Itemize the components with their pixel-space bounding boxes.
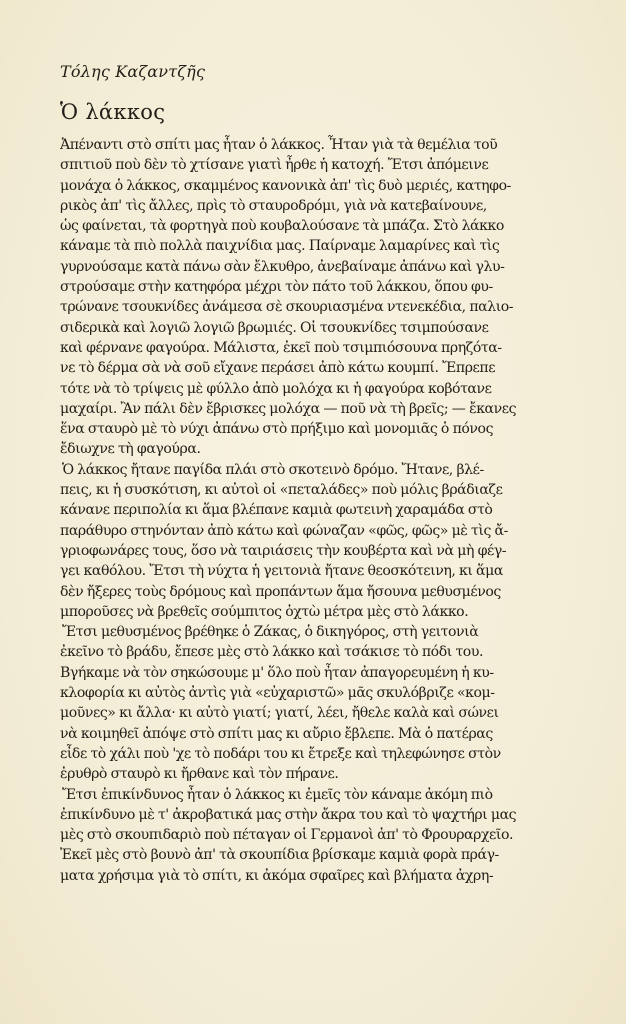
- text-line: Ὁ λάκκος ἤτανε παγίδα πλάι στὸ σκοτεινὸ δρόμο. Ἤτανε, βλέ-: [62, 461, 484, 478]
- text-line: ἔδιωχνε τὴ φαγούρα.: [60, 441, 201, 458]
- text-line: ὡς φαίνεται, τὰ φορτηγὰ ποὺ κουβαλούσανε τὰ μπάζα. Στὸ λάκκο: [60, 218, 504, 235]
- text-line: ἕνα σταυρὸ μὲ τὸ νύχι ἀπάνω στὸ πρήξιμο καὶ μονομιᾶς ὁ πόνος: [60, 421, 494, 438]
- text-line: κάνανε περιπολία κι ἅμα βλέπανε καμιὰ φωτεινὴ χαραμάδα στὸ: [60, 502, 493, 519]
- text-line: γυρνούσαμε κατὰ πάνω σὰν ἔλκυθρο, ἀνεβαίναμε ἀπάνω καὶ γλυ-: [60, 258, 505, 275]
- text-line: δὲν ἤξερες τοὺς δρόμους καὶ προπάντων ἅμα ἤσουνα μεθυσμένος: [60, 583, 501, 600]
- text-line: στρούσαμε στὴν κατηφόρα μέχρι τὸν πάτο τοῦ λάκκου, ὅπου φυ-: [60, 279, 493, 296]
- text-line: νὰ κοιμηθεῖ ἀπόψε στὸ σπίτι μας κι αὔριο ἔβλεπε. Μὰ ὁ πατέρας: [60, 725, 493, 742]
- text-line: σπιτιοῦ ποὺ δὲν τὸ χτίσανε γιατὶ ἦρθε ἡ κατοχή. Ἔτσι ἀπόμεινε: [60, 157, 489, 174]
- text-line: μαχαίρι. Ἂν πάλι δὲν ἔβρισκες μολόχα — ποῦ νὰ τὴ βρεῖς; — ἔκανες: [60, 400, 517, 417]
- text-line: μονάχα ὁ λάκκος, σκαμμένος κανονικὰ ἀπ' τὶς δυὸ μεριές, κατηφο-: [60, 177, 511, 194]
- text-line: ἐπικίνδυνο μὲ τ' ἀκροβατικά μας στὴν ἄκρα του καὶ τὸ ψαχτήρι μας: [60, 806, 517, 823]
- text-line: γει καθόλου. Ἔτσι τὴ νύχτα ἡ γειτονιὰ ἤτανε θεοσκότεινη, κι ἅμα: [60, 563, 503, 580]
- text-line: ματα χρήσιμα γιὰ τὸ σπίτι, κι ἀκόμα σφαῖρες καὶ βλήματα ἀχρη-: [60, 867, 494, 884]
- story-title: Ὁ λάκκος: [60, 100, 166, 124]
- text-line: εἶδε τὸ χάλι ποὺ 'χε τὸ ποδάρι του κι ἔτρεξε καὶ τηλεφώνησε στὸν: [60, 745, 501, 762]
- text-line: τότε νὰ τὸ τρίψεις μὲ φύλλο ἀπὸ μολόχα κι ἡ φαγούρα κοβότανε: [60, 380, 492, 397]
- text-line: μὲς στὸ σκουπιδαριὸ ποὺ πέταγαν οἱ Γερμανοὶ ἀπ' τὸ Φρουραρχεῖο.: [60, 827, 514, 844]
- text-line: ἐρυθρὸ σταυρὸ κι ἤρθανε καὶ τὸν πήρανε.: [60, 766, 339, 783]
- text-line: νε τὸ δέρμα σὰ νὰ σοῦ εἴχανε περάσει ἀπὸ κάτω κουμπί. Ἔπρεπε: [60, 360, 496, 377]
- text-line: Ἔτσι ἐπικίνδυνος ἦταν ὁ λάκκος κι ἐμεῖς τὸν κάναμε ἀκόμη πιὸ: [62, 786, 493, 803]
- text-line: μοῦνες» κι ἄλλα· κι αὐτὸ γιατί; γιατί, λέει, ἤθελε καλὰ καὶ σώνει: [60, 705, 499, 722]
- text-line: κλοφορία κι αὐτὸς ἀντὶς γιὰ «εὐχαριστῶ» μᾶς σκυλόβριζε «κομ-: [60, 685, 495, 702]
- text-line: Ἐκεῖ μὲς στὸ βουνὸ ἀπ' τὰ σκουπίδια βρίσκαμε καμιὰ φορὰ πράγ-: [60, 847, 499, 864]
- text-line: μποροῦσες νὰ βρεθεῖς σούμπιτος ὀχτὼ μέτρα μὲς στὸ λάκκο.: [60, 603, 469, 620]
- text-line: ρικὸς ἀπ' τὶς ἄλλες, πρὶς τὸ σταυροδρόμι, γιὰ νὰ κατεβαίνουνε,: [60, 197, 487, 214]
- text-line: κάναμε τὰ πιὸ πολλὰ παιχνίδια μας. Παίρναμε λαμαρίνες καὶ τὶς: [60, 238, 500, 255]
- story-body: [60, 135, 620, 886]
- text-line: σιδερικὰ καὶ λογιῶ λογιῶ βρωμιές. Οἱ τσουκνίδες τσιμπούσανε: [60, 319, 489, 336]
- text-line: ἐκεῖνο τὸ βράδυ, ἔπεσε μὲς στὸ λάκκο καὶ τσάκισε τὸ πόδι του.: [60, 644, 483, 661]
- text-line: Ἀπέναντι στὸ σπίτι μας ἦταν ὁ λάκκος. Ἦταν γιὰ τὰ θεμέλια τοῦ: [60, 137, 498, 153]
- text-line: Ἔτσι μεθυσμένος βρέθηκε ὁ Ζάκας, ὁ δικηγόρος, στὴ γειτονιὰ: [62, 624, 479, 641]
- text-line: τρώνανε τσουκνίδες ἀνάμεσα σὲ σκουριασμένα ντενεκέδια, παλιο-: [60, 299, 514, 316]
- text-line: πεις, κι ἡ συσκότιση, κι αὐτοὶ οἱ «πεταλάδες» ποὺ μόλις βράδιαζε: [60, 482, 503, 499]
- author-name: Τόλης Καζαντζῆς: [60, 62, 206, 81]
- text-line: γριοφωνάρες τους, ὅσο νὰ ταιριάσεις τὴν κουβέρτα καὶ νὰ μὴ φέγ-: [60, 542, 507, 559]
- text-line: Βγήκαμε νὰ τὸν σηκώσουμε μ' ὅλο ποὺ ἦταν ἀπαγορευμένη ἡ κυ-: [60, 664, 494, 681]
- text-line: παράθυρο στηνόνταν ἀπὸ κάτω καὶ φώναζαν «φῶς, φῶς» μὲ τὶς ἄ-: [60, 522, 508, 539]
- text-line: καὶ φέρνανε φαγούρα. Μάλιστα, ἐκεῖ ποὺ τσιμπιόσουνα πρηζότα-: [60, 339, 502, 356]
